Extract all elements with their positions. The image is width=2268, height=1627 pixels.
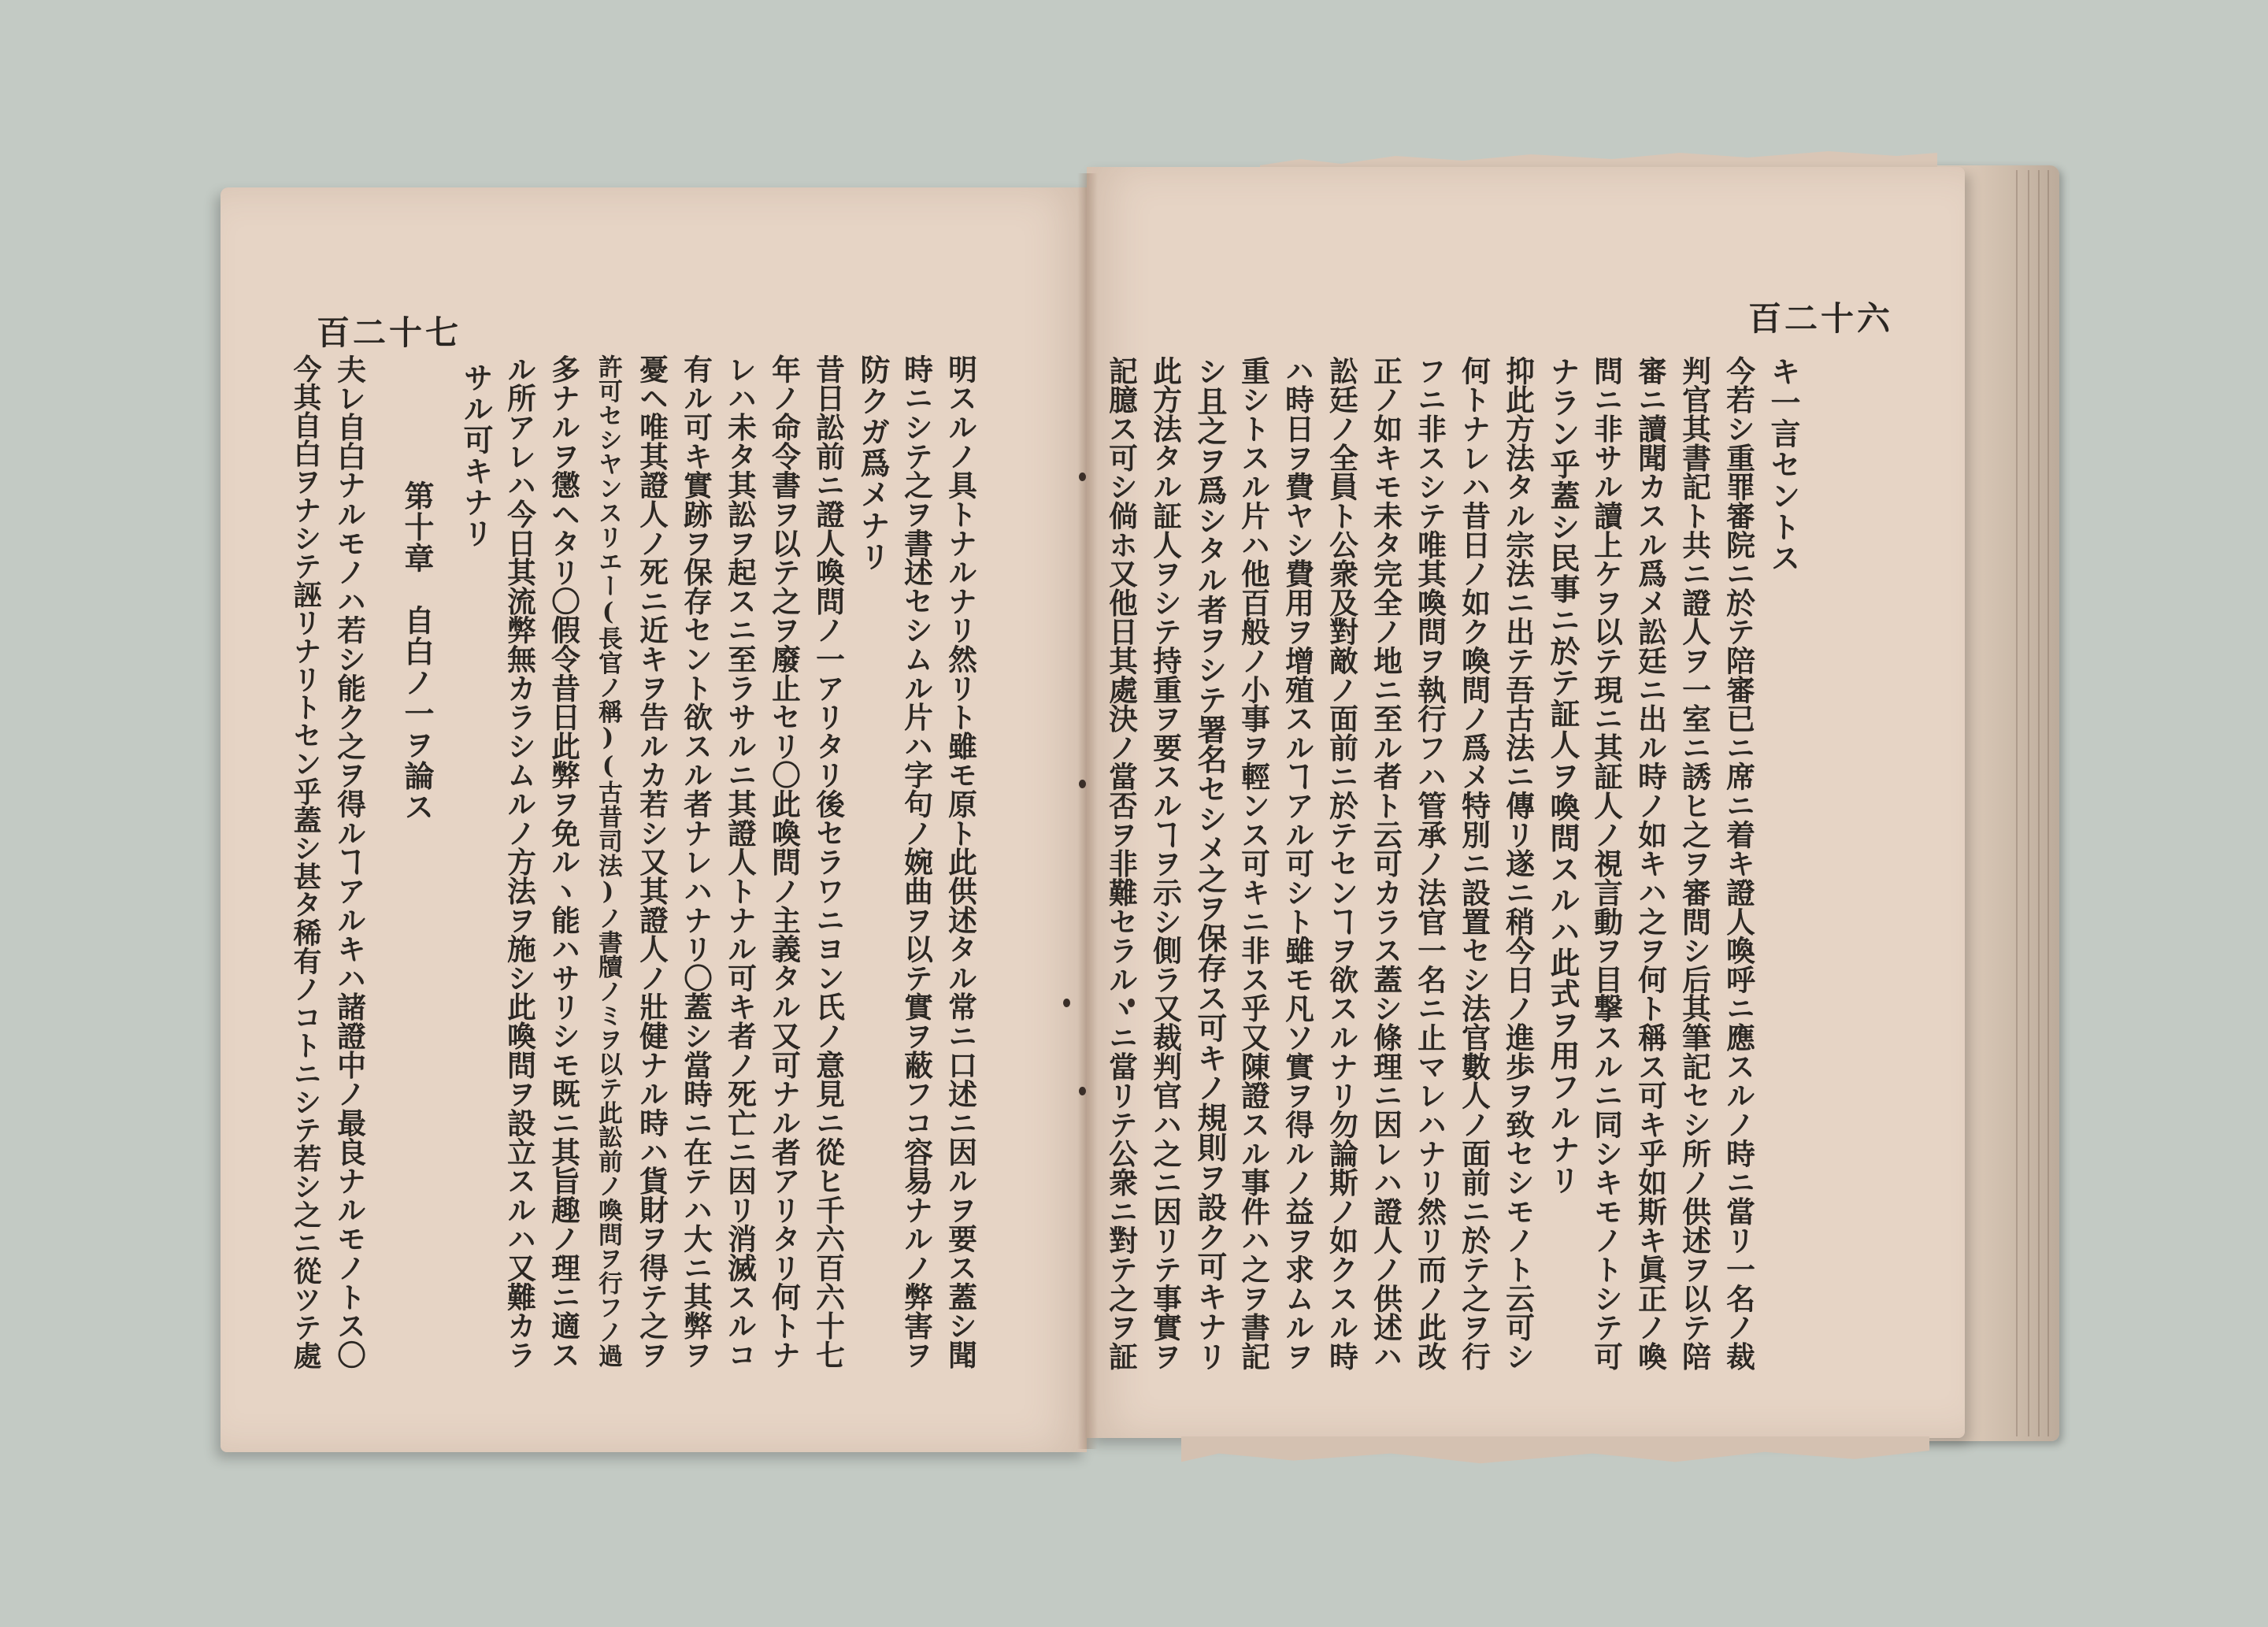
text-column: 問ニ非サル讀上ケヲ以テ現ニ其証人ノ視言動ヲ目撃スルニ同シキモノトシテ可 <box>1589 356 1624 1371</box>
text-column: 多ナルヲ懲ヘタリ〇假令昔日此弊ヲ免ルヽ能ハサリシモ既ニ其旨趣ノ理ニ適ス <box>547 354 581 1369</box>
text-column: 訟廷ノ全員ト公衆及對敵ノ面前ニ於テセンヿヲ欲スルナリ勿論斯ノ如クスル時 <box>1325 356 1359 1371</box>
text-column: 明スルノ具トナルナリ然リト雖モ原ト此供述タル常ニ口述ニ因ルヲ要ス蓋シ聞 <box>943 354 978 1369</box>
text-column: 昔日訟前ニ證人喚問ノ一アリタリ後セラワニヨン氏ノ意見ニ從ヒ千六百六十七 <box>811 354 846 1369</box>
text-column: 抑此方法タル宗法ニ出テ吾古法ニ傳リ遂ニ稍今日ノ進歩ヲ致セシモノト云可シ <box>1501 356 1536 1371</box>
text-column: シ且之ヲ爲シタル者ヲシテ署名セシメ之ヲ保存ス可キノ規則ヲ設ク可キナリ <box>1192 356 1228 1371</box>
text-column: 重シトスル片ハ他百般ノ小事ヲ輕ンス可キニ非ス乎又陳證スル事件ハ之ヲ書記 <box>1236 356 1271 1371</box>
text-column: 憂ヘ唯其證人ノ死ニ近キヲ告ルカ若シ又其證人ノ壯健ナル時ハ貨財ヲ得テ之ヲ <box>635 354 669 1369</box>
text-column: 年ノ命令書ヲ以テ之ヲ廢止セリ〇此喚問ノ主義タル又可ナル者アリタリ何トナ <box>767 354 802 1369</box>
text-column: レハ未タ其訟ヲ起スニ至ラサルニ其證人トナル可キ者ノ死亡ニ因リ消滅スルコ <box>723 354 758 1369</box>
book-gutter <box>1077 173 1098 1449</box>
torn-bottom-edge <box>1181 1436 1929 1465</box>
text-column: 記臆ス可シ倘ホ又他日其處決ノ當否ヲ非難セラルヽニ當リテ公衆ニ對テ之ヲ証 <box>1104 356 1139 1371</box>
text-column: ハ時日ヲ費ヤシ費用ヲ增殖スルヿアル可シト雖モ凡ソ實ヲ得ルノ益ヲ求ムルヲ <box>1280 356 1315 1371</box>
text-column: 判官其書記ト共ニ證人ヲ一室ニ誘ヒ之ヲ審問シ后其筆記セシ所ノ供述ヲ以テ陪 <box>1677 356 1712 1371</box>
text-column: サル可キナリ <box>458 362 494 549</box>
text-column: 今其自白ヲナシテ誣リナリトセン乎蓋シ甚タ稀有ノコトニシテ若シ之ニ從ツテ處 <box>289 354 322 1369</box>
binding-hole <box>1079 1087 1086 1095</box>
page-number: 百二十七 <box>317 313 462 352</box>
page-number: 百二十六 <box>1748 299 1894 338</box>
text-column: 夫レ自白ナルモノハ若シ能ク之ヲ得ルヿアルキハ諸證中ノ最良ナルモノトス〇 <box>332 354 367 1369</box>
text-column: ナラン乎蓋シ民事ニ於テ証人ヲ喚問スルハ此式ヲ用フルナリ <box>1545 356 1581 1196</box>
text-column: 防クガ爲メナリ <box>855 354 891 573</box>
text-column: 何トナレハ昔日ノ如ク喚問ノ爲メ特別ニ設置セシ法官數人ノ面前ニ於テ之ヲ行 <box>1457 356 1492 1371</box>
text-column: 今若シ重罪審院ニ於テ陪審已ニ席ニ着キ證人喚呼ニ應スルノ時ニ當リ一名ノ裁 <box>1721 356 1756 1371</box>
text-column: 時ニシテ之ヲ書述セシムル片ハ字句ノ婉曲ヲ以テ實ヲ蔽フコ容易ナルノ弊害ヲ <box>899 354 934 1369</box>
text-column: 正ノ如キモ未タ完全ノ地ニ至ル者ト云可カラス蓋シ條理ニ因レハ證人ノ供述ハ <box>1369 356 1403 1371</box>
text-column: 有ル可キ實跡ヲ保存セント欲スル者ナレハナリ〇蓋シ當時ニ在テハ大ニ其弊ヲ <box>679 354 713 1369</box>
text-column: フニ非スシテ唯其喚問ヲ執行フハ管承ノ法官一名ニ止マレハナリ然リ而ノ此改 <box>1413 356 1447 1371</box>
text-column: キ一言セントス <box>1766 356 1801 574</box>
binding-hole <box>1079 780 1086 788</box>
chapter-heading: 第十章 自白ノ一ヲ論ス <box>399 480 435 823</box>
text-column: 此方法タル証人ヲシテ持重ヲ要スルヿヲ示シ側ラ又裁判官ハ之ニ因リテ事實ヲ <box>1148 356 1183 1371</box>
binding-hole <box>1079 473 1086 481</box>
text-column: 審ニ讀聞カスル爲メ訟廷ニ出ル時ノ如キハ之ヲ何ト稱ス可キ乎如斯キ眞正ノ喚 <box>1633 356 1668 1371</box>
text-column: ル所アレハ今日其流弊無カラシムルノ方法ヲ施シ此喚問ヲ設立スルハ又難カラ <box>502 354 537 1369</box>
text-column: 許可セシヤンスリエー(長官ノ稱)(古昔司法)ノ書牘ノミヲ以テ此訟前ノ喚問ヲ行フノ過 <box>594 354 622 1368</box>
binding-hole <box>1063 999 1070 1007</box>
